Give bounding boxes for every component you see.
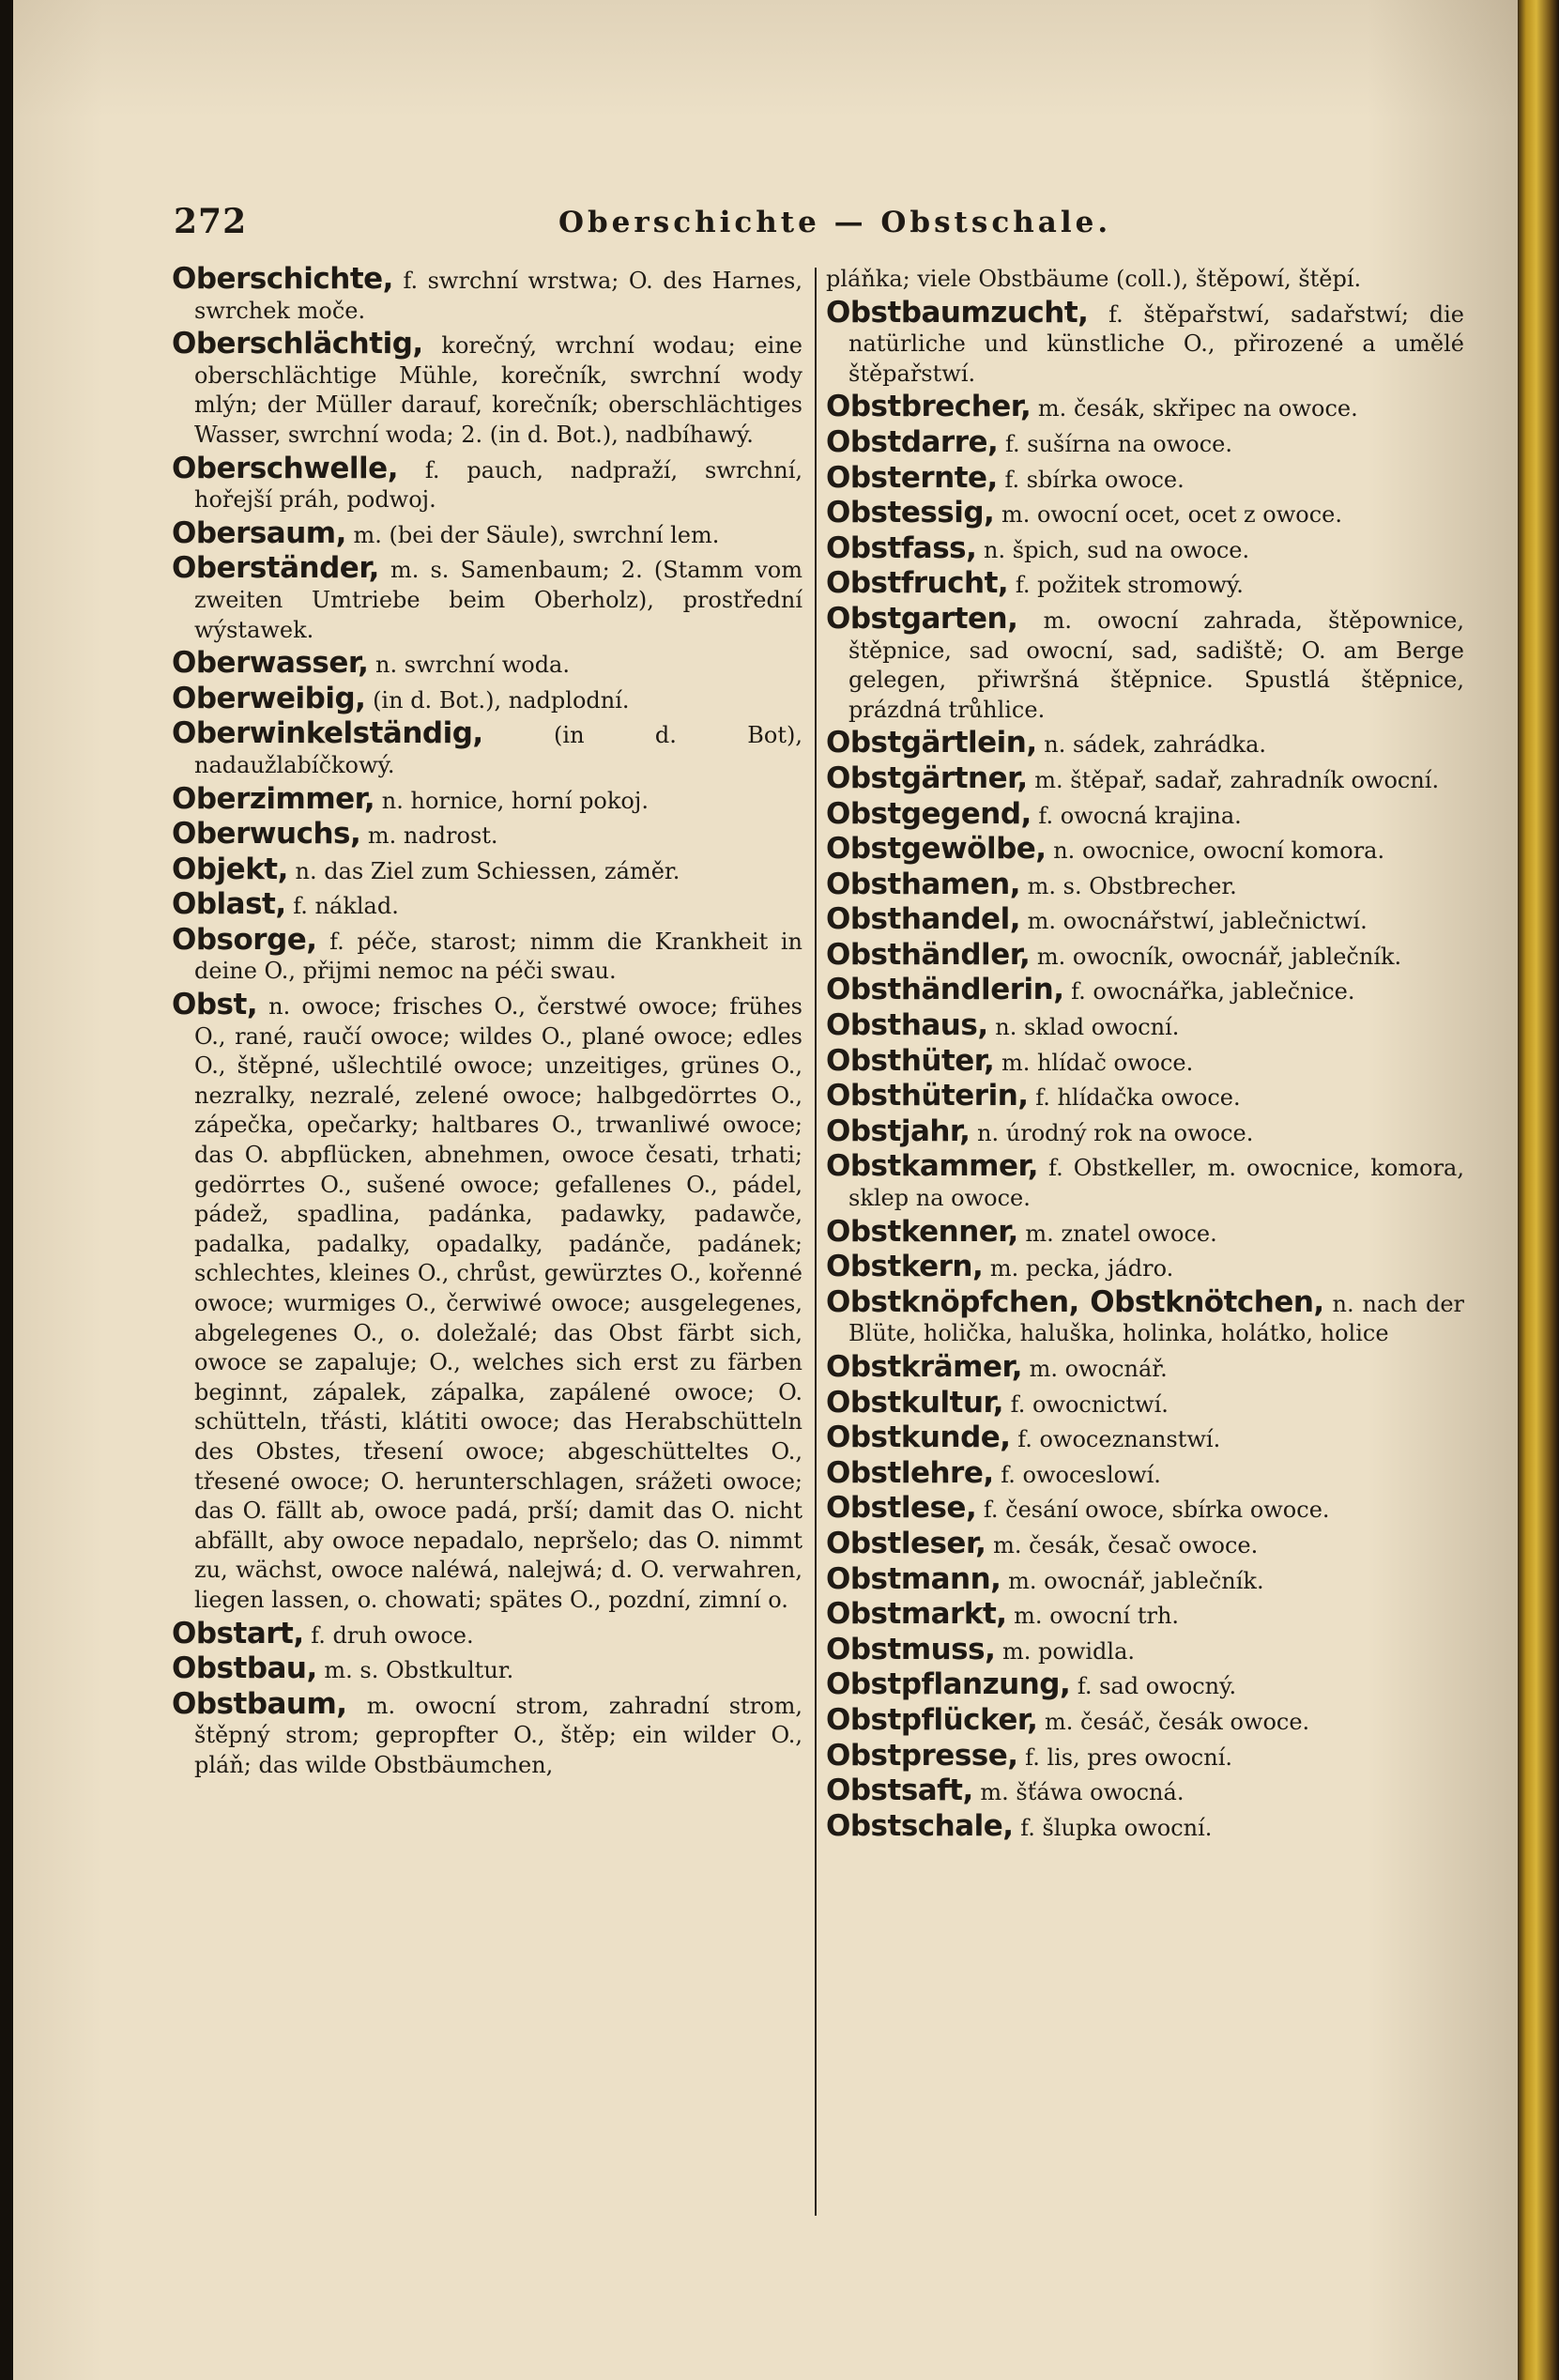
entry-headword: Obsthaus, [826, 1008, 988, 1043]
entry-headword: Oberweibig, [172, 681, 366, 715]
entry-headword: Obsternte, [826, 460, 998, 495]
dictionary-entry [172, 887, 802, 922]
dictionary-entry [172, 990, 802, 1615]
dictionary-entry [826, 1385, 1464, 1420]
entry-definition: n. nach der Blüte, holička, haluška, holinka, holátko, holice [848, 1290, 1464, 1347]
entry-headword: Obstgärtlein, [826, 726, 1037, 760]
dictionary-entry [826, 496, 1464, 530]
column-divider [815, 268, 817, 2216]
dictionary-entry [826, 1008, 1464, 1043]
entry-definition: m. hlídač owoce. [994, 1049, 1194, 1076]
entry-headword: Obstfass, [826, 530, 977, 565]
dictionary-entry [826, 1597, 1464, 1632]
dictionary-entry [172, 852, 802, 887]
entry-definition: f. sad owocný. [1070, 1673, 1237, 1700]
entry-definition: f. owoceznanstwí. [1010, 1426, 1221, 1453]
entry-definition: m. s. Samenbaum; 2. (Stamm vom zweiten Umtriebe beim Oberholz), prostřední wýstawek. [194, 557, 802, 643]
entry-headword: Obstkultur, [826, 1385, 1004, 1420]
dictionary-entry [826, 1702, 1464, 1738]
entry-definition: f. péče, starost; nimm die Krankheit in deine O., přijmi nemoc na péči swau. [194, 928, 802, 985]
entry-headword: Obstlehre, [826, 1455, 994, 1490]
dictionary-entry [826, 1808, 1464, 1844]
entry-definition: m. česák, skřipec na owoce. [1031, 395, 1358, 422]
book-spine [1518, 0, 1559, 2380]
dictionary-entry [826, 1284, 1464, 1349]
entry-definition: m. owocní zahrada, štěpownice, štěpnice, sad owocní, sad, sadiště; O. am Berge gelegen, přiwršná štěpnice. Spustlá štěpnice, prázdná trůhlice. [848, 607, 1464, 723]
entry-definition: f. sbírka owoce. [997, 466, 1185, 493]
dictionary-entry [172, 551, 802, 645]
dictionary-entry [826, 1455, 1464, 1491]
entry-definition: f. swrchní wrstwa; O. des Harnes, swrchek moče. [194, 268, 802, 324]
entry-headword: Obstart, [172, 1616, 304, 1651]
entry-headword: Obsthändler, [826, 937, 1031, 972]
entry-headword: Obstmann, [826, 1561, 1001, 1596]
entry-headword: Obstfrucht, [826, 566, 1009, 601]
entry-headword: Obstpresse, [826, 1738, 1018, 1773]
entry-definition: n. sádek, zahrádka. [1036, 731, 1267, 759]
entry-headword: Obstknöpfchen, Obstknötchen, [826, 1284, 1324, 1319]
dictionary-entry [172, 451, 802, 515]
entry-definition: f. hlídačka owoce. [1028, 1084, 1241, 1112]
entry-definition: m. owocní strom, zahradní strom, štěpný strom; gepropfter O., štěp; ein wilder O., pláň; das wilde Obstbäumchen, [194, 1692, 802, 1778]
entry-headword: Oberwasser, [172, 646, 369, 681]
entry-definition: m. česák, česač owoce. [986, 1531, 1259, 1559]
entry-definition: m. owocník, owocnář, jablečník. [1030, 943, 1402, 970]
dictionary-entry [826, 937, 1464, 973]
dictionary-entry [826, 392, 1464, 424]
dictionary-entry [172, 681, 802, 716]
entry-definition: f. owoceslowí. [993, 1461, 1161, 1488]
entry-headword: Obstdarre, [826, 424, 999, 459]
dictionary-entry [826, 1738, 1464, 1773]
dictionary-entry [826, 1149, 1464, 1213]
entry-definition: pláňka; viele Obstbäume (coll.), štěpowí, štěpí. [826, 266, 1362, 292]
entry-headword: Obersaum, [172, 515, 346, 550]
entry-headword: Oberschwelle, [172, 451, 398, 485]
entry-definition: f. owocnictwí. [1003, 1390, 1169, 1418]
entry-definition: m. owocní trh. [1006, 1603, 1180, 1630]
entry-definition: n. swrchní woda. [368, 652, 570, 679]
entry-definition: f. Obstkeller, m. owocnice, komora, sklep na owoce. [848, 1155, 1464, 1212]
entry-headword: Oberschichte, [172, 262, 393, 296]
entry-headword: Obstbaum, [172, 1686, 347, 1721]
dictionary-entry [826, 265, 1464, 295]
dictionary-entry [826, 295, 1464, 390]
entry-definition: f. náklad. [285, 893, 399, 920]
entry-definition: f. šlupka owocní. [1013, 1814, 1213, 1841]
entry-headword: Obstschale, [826, 1808, 1014, 1843]
entry-definition: f. owocnářka, jablečnice. [1063, 978, 1355, 1006]
dictionary-entry [826, 1491, 1464, 1526]
dictionary-entry [826, 460, 1464, 496]
dictionary-entry [826, 1561, 1464, 1597]
entry-headword: Obstjahr, [826, 1113, 971, 1148]
dictionary-entry [826, 1667, 1464, 1702]
entry-definition: f. lis, pres owocní. [1017, 1743, 1232, 1771]
entry-definition: n. owocnice, owocní komora. [1046, 837, 1385, 865]
entry-headword: Oblast, [172, 887, 286, 922]
dictionary-entry [826, 1113, 1464, 1149]
entry-definition: m. owocní ocet, ocet z owoce. [994, 501, 1342, 529]
dictionary-entry [826, 1420, 1464, 1455]
dictionary-entry [826, 1350, 1464, 1385]
dictionary-entry [172, 1616, 802, 1651]
entry-definition: n. špich, sud na owoce. [976, 536, 1250, 563]
entry-headword: Obsthamen, [826, 867, 1020, 901]
entry-headword: Obstpflücker, [826, 1702, 1038, 1737]
dictionary-entry [826, 530, 1464, 566]
entry-headword: Obsorge, [172, 922, 317, 957]
left-column [172, 262, 802, 1785]
entry-headword: Obstbau, [172, 1651, 317, 1686]
entry-definition: f. požitek stromowý. [1008, 572, 1244, 599]
entry-headword: Oberwinkelständig, [172, 716, 483, 751]
entry-headword: Oberwuchs, [172, 817, 361, 852]
entry-headword: Obstbaumzucht, [826, 295, 1089, 330]
entry-headword: Obstgewölbe, [826, 832, 1047, 867]
dictionary-entry [826, 902, 1464, 937]
dictionary-entry [826, 796, 1464, 832]
dictionary-entry [826, 424, 1464, 460]
entry-definition: m. (bei der Säule), swrchní lem. [345, 521, 720, 548]
entry-headword: Obstkern, [826, 1250, 984, 1284]
entry-headword: Obstkammer, [826, 1149, 1038, 1184]
dictionary-entry [172, 781, 802, 817]
entry-headword: Oberzimmer, [172, 781, 375, 816]
entry-headword: Obstsaft, [826, 1773, 973, 1808]
dictionary-entry [826, 832, 1464, 867]
dictionary-entry [826, 601, 1464, 725]
dictionary-entry [826, 1252, 1464, 1284]
entry-definition: m. znatel owoce. [1017, 1220, 1217, 1247]
dictionary-entry [826, 1632, 1464, 1667]
entry-definition: f. owocná krajina. [1031, 802, 1242, 829]
dictionary-entry [826, 975, 1464, 1007]
entry-headword: Obstleser, [826, 1526, 986, 1560]
entry-definition: f. pauch, nadpraží, swrchní, hořejší práh, podwoj. [194, 456, 802, 514]
entry-headword: Obstpflanzung, [826, 1667, 1071, 1702]
entry-definition: f. štěpařstwí, sadařstwí; die natürliche und künstliche O., přirozené a umělé štěpařstwí. [848, 300, 1464, 387]
dictionary-entry [826, 867, 1464, 902]
entry-headword: Obstkrämer, [826, 1350, 1022, 1384]
entry-headword: Obstkunde, [826, 1420, 1011, 1455]
entry-headword: Obstessig, [826, 496, 995, 530]
entry-headword: Obstlese, [826, 1491, 977, 1526]
dictionary-entry [172, 1686, 802, 1781]
entry-definition: f. česání owoce, sbírka owoce. [976, 1497, 1330, 1524]
entry-definition: m. štěpař, sadař, zahradník owocní. [1027, 766, 1440, 793]
entry-headword: Oberschlächtig, [172, 327, 423, 361]
entry-definition: m. pecka, jádro. [983, 1255, 1174, 1282]
entry-definition: m. česáč, česák owoce. [1037, 1708, 1310, 1735]
entry-headword: Obstkenner, [826, 1214, 1018, 1249]
entry-headword: Objekt, [172, 852, 288, 886]
dictionary-entry [826, 760, 1464, 796]
entry-definition: korečný, wrchní wodau; eine oberschlächtige Mühle, korečník, swrchní wody mlýn; der Müller darauf, korečník; oberschlächtiges Wasser, swrchní woda; 2. (in d. Bot.), nadbíhawý. [194, 332, 802, 448]
entry-headword: Obsthüterin, [826, 1079, 1029, 1113]
dictionary-entry [172, 646, 802, 681]
entry-definition: m. nadrost. [360, 822, 498, 850]
entry-headword: Obsthändlerin, [826, 973, 1064, 1007]
dictionary-entry [826, 566, 1464, 601]
entry-definition: m. šťáwa owocná. [972, 1779, 1185, 1806]
right-column [826, 265, 1464, 1847]
dictionary-entry [172, 817, 802, 852]
entry-definition: n. das Ziel zum Schiessen, záměr. [287, 857, 680, 884]
entry-definition: n. owoce; frisches O., čerstwé owoce; frühes O., rané, raučí owoce; wildes O., plané owoce; edles O., štěpné, ušlechtilé owoce; unzeitiges, grünes O., nezralky, nezralé, zelené owoce; halbgedörrtes O., zápečka, opečarky; haltbares O., trwanliwé owoce; das O. abpflücken, abnehmen, owoce česati, trhati; gedörrtes O., sušené owoce; gefallenes O., pádel, pádež, spadlina, padánka, padawky, padawče, padalka, padalky, opadalky, padánče, padánek; schlechtes, kleines O., chrůst, gewürztes O., kořenné owoce; wurmiges O., čerwiwé owoce; ausgelegenes, abgelegenes O., o. doležalé; das Obst färbt sich, owoce se zapaluje; O., welches sich erst zu färben beginnt, zápalek, zápalka, zapálené owoce; O. schütteln, třásti, klátiti owoce; das Herabschütteln des Obstes, třesení owoce; abgeschütteltes O., třesené owoce; O. herunterschlagen, srážeti owoce; das O. fällt ab, owoce padá, prší; damit das O. nicht abfällt, aby owoce nepadalo, nepršelo; das O. nimmt zu, wächst, owoce naléwá, nalejwá; d. O. verwahren, liegen lassen, o. chowati; spätes O., pozdní, zimní o. [194, 993, 802, 1613]
entry-headword: Obsthüter, [826, 1043, 995, 1078]
entry-definition: n. úrodný rok na owoce. [970, 1119, 1254, 1146]
entry-definition: f. sušírna na owoce. [998, 430, 1232, 457]
dictionary-entry [826, 1526, 1464, 1561]
dictionary-entry [172, 716, 802, 780]
dictionary-entry [826, 726, 1464, 760]
entry-headword: Obstgärtner, [826, 760, 1028, 795]
entry-definition: m. owocnářstwí, jablečnictwí. [1020, 908, 1368, 935]
entry-definition: m. s. Obstbrecher. [1019, 872, 1237, 899]
dictionary-entry [172, 327, 802, 450]
entry-headword: Obst, [172, 988, 258, 1022]
entry-headword: Oberständer, [172, 551, 379, 586]
entry-definition: (in d. Bot), nadaužlabíčkowý. [194, 722, 802, 778]
dictionary-entry [826, 1043, 1464, 1079]
running-title: Oberschichte — Obstschale. [558, 206, 1112, 239]
entry-definition: n. hornice, horní pokoj. [374, 787, 649, 814]
dictionary-entry [826, 1773, 1464, 1808]
dictionary-entry [172, 515, 802, 551]
entry-headword: Obstbrecher, [826, 390, 1032, 424]
dictionary-entry [172, 1651, 802, 1686]
entry-headword: Obstgarten, [826, 601, 1018, 636]
page-header [174, 202, 1469, 239]
entry-headword: Obstmuss, [826, 1632, 996, 1666]
entry-definition: m. s. Obstkultur. [316, 1657, 514, 1684]
entry-definition: m. powidla. [995, 1637, 1136, 1665]
entry-headword: Obstgegend, [826, 796, 1032, 831]
dictionary-entry [826, 1214, 1464, 1250]
entry-headword: Obstmarkt, [826, 1597, 1007, 1632]
dictionary-entry [172, 262, 802, 326]
entry-definition: f. druh owoce. [303, 1621, 474, 1649]
entry-definition: n. sklad owocní. [987, 1014, 1180, 1041]
entry-definition: m. owocnář, jablečník. [1001, 1567, 1264, 1594]
entry-definition: (in d. Bot.), nadplodní. [365, 686, 630, 714]
page-number: 272 [174, 202, 248, 241]
entry-definition: m. owocnář. [1021, 1356, 1168, 1382]
dictionary-entry [172, 922, 802, 987]
dictionary-entry [826, 1079, 1464, 1113]
entry-headword: Obsthandel, [826, 902, 1020, 937]
